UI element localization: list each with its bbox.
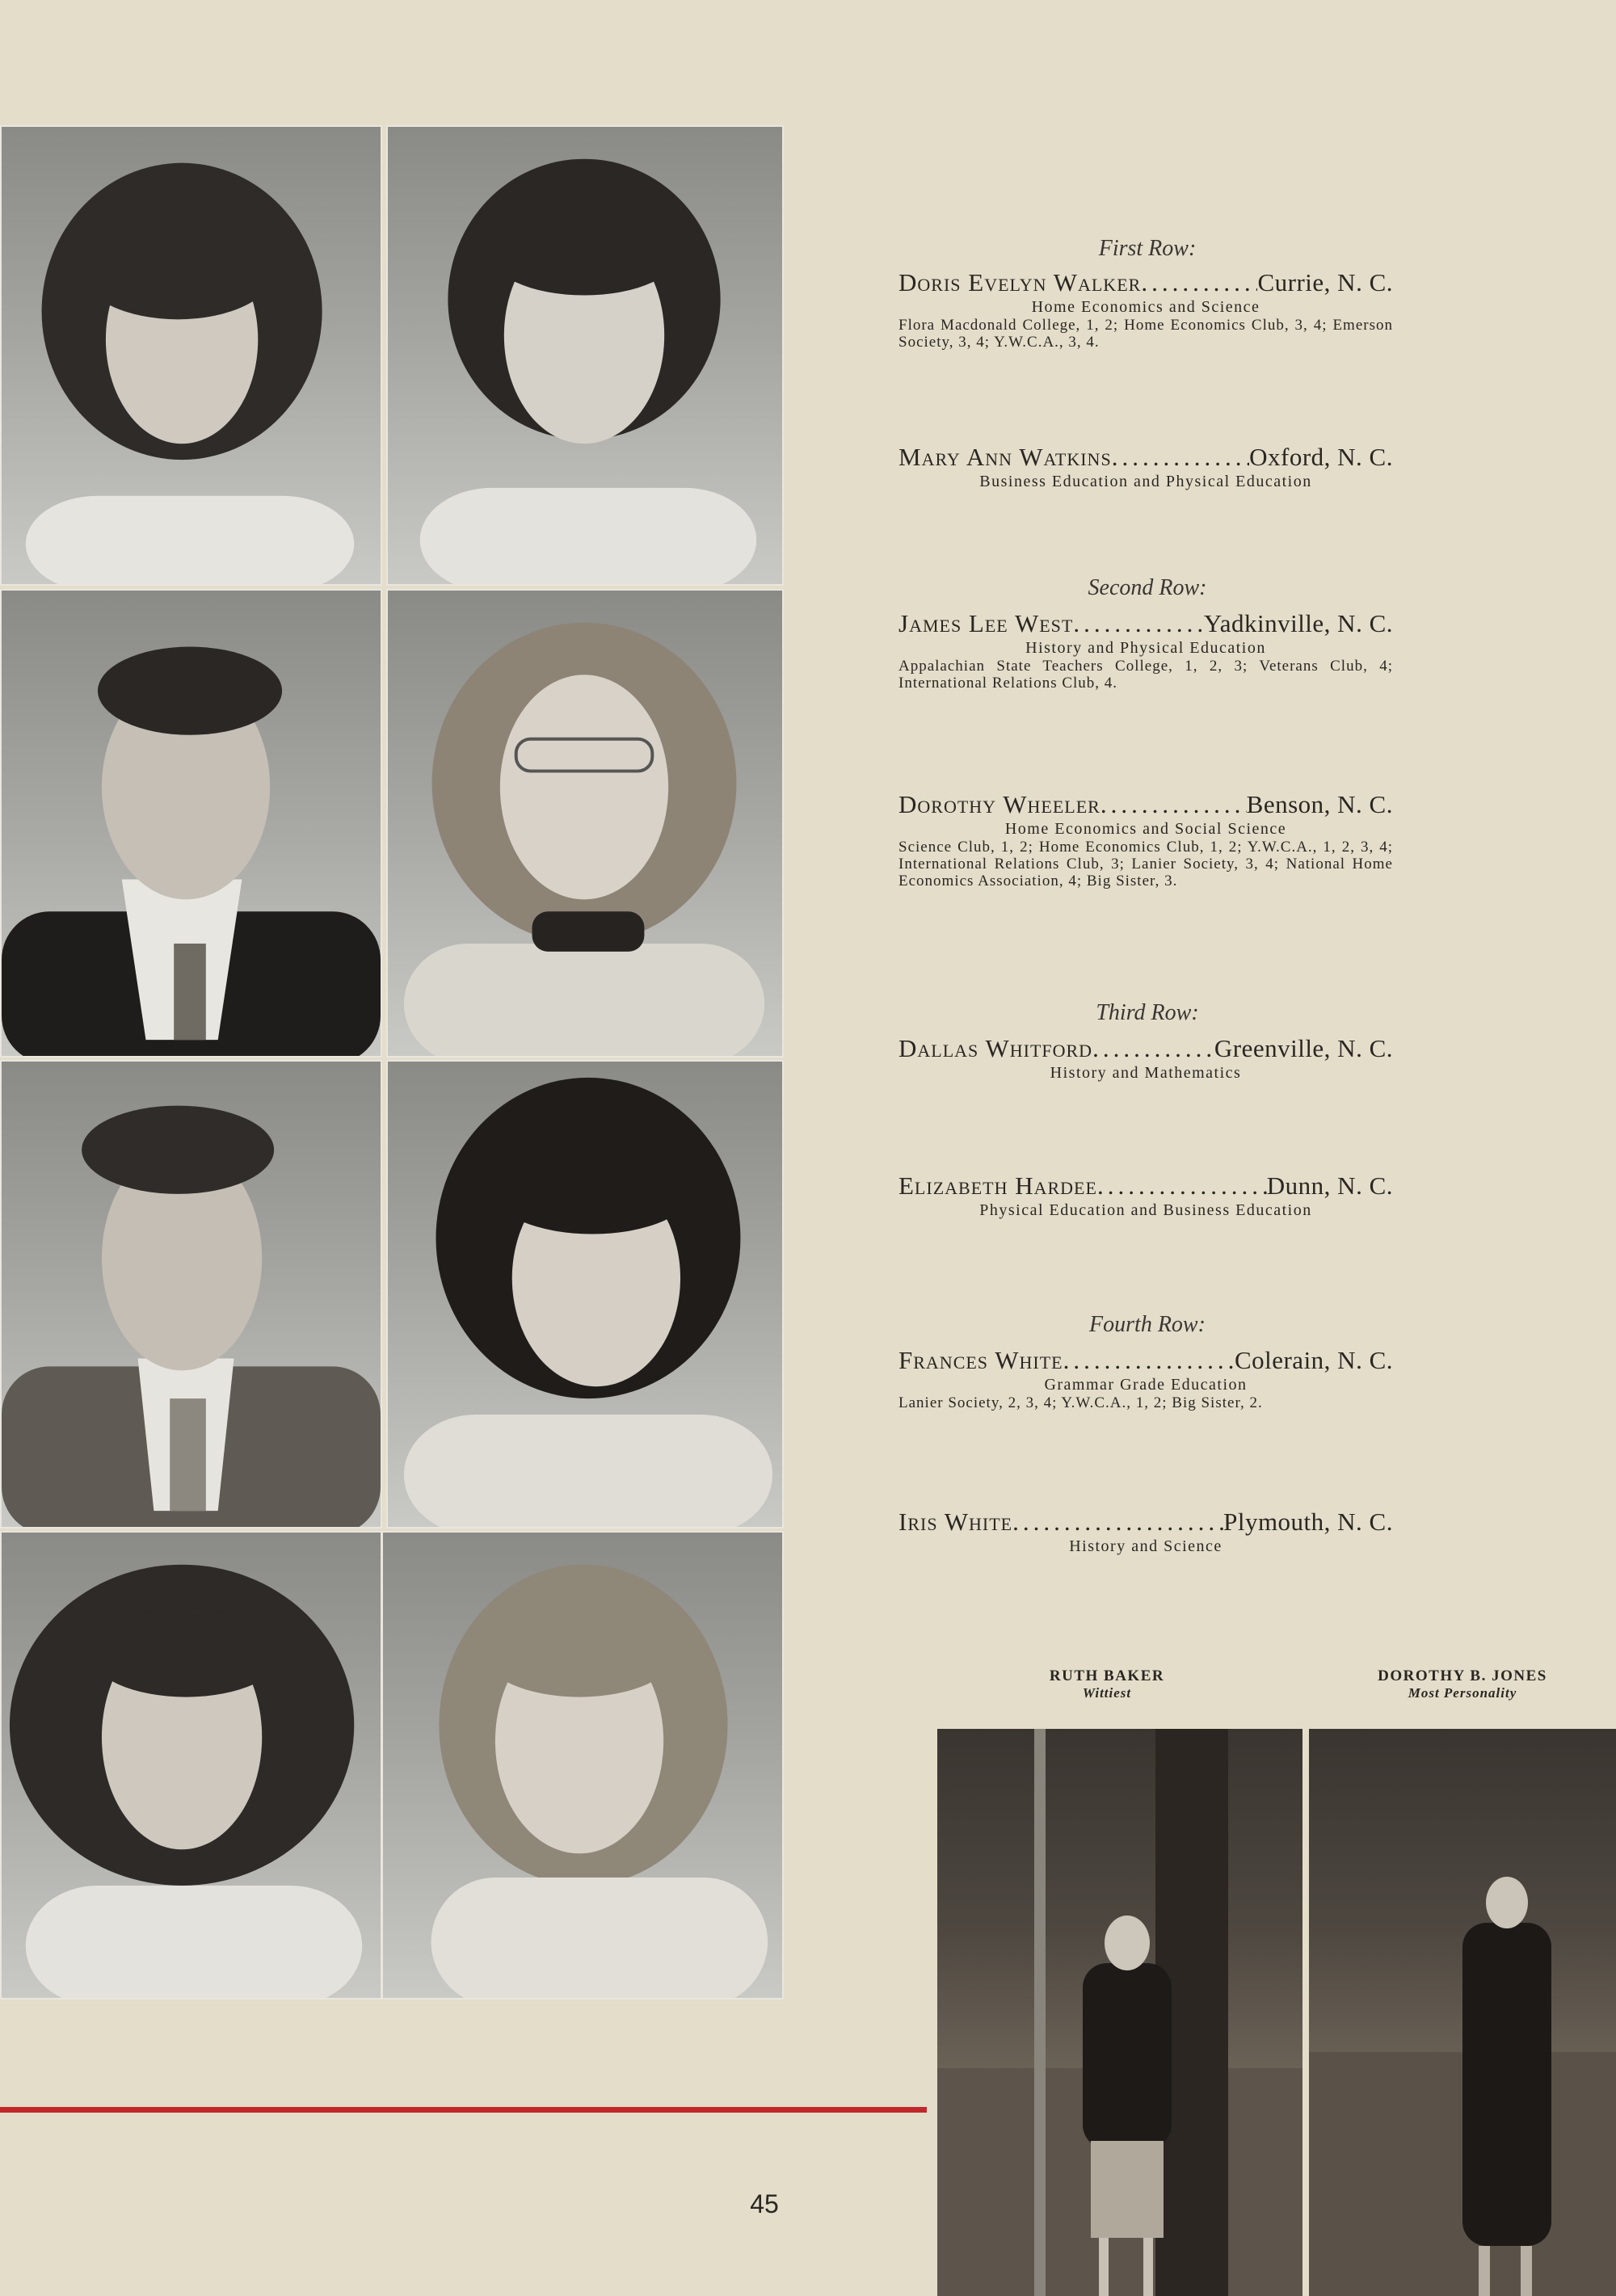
portrait-iris-white [381,1531,784,2000]
student-hometown: Benson, N. C. [1246,790,1393,818]
entry-elizabeth-hardee [898,1171,1393,1220]
dot-leader [1100,790,1247,819]
student-activities: Flora Macdonald College, 1, 2; Home Economics Club, 3, 4; Emerson Society, 3, 4; Y.W.C.A., 3, 4. [898,317,1393,351]
name-line [898,609,1393,638]
row-heading-first: First Row: [1098,236,1197,261]
row-heading-second: Second Row: [1088,575,1207,600]
student-major: Home Economics and Social Science [1004,820,1287,838]
photo-dorothy-b-jones-outdoor [1309,1729,1616,2296]
student-name: Mary Ann Watkins [898,443,1112,471]
name-line [898,443,1393,472]
name-line [898,790,1393,819]
name-line [898,1508,1393,1537]
portrait-frances-white [0,1531,382,2000]
student-activities: Science Club, 1, 2; Home Economics Club, 1, 2; Y.W.C.A., 1, 2, 3, 4; International Relations Club, 3; Lanier Society, 3, 4; National Home Economics Association, 4; Big Sister, 3. [898,839,1393,889]
portrait-mary-ann-watkins [386,125,784,586]
row-heading-third: Third Row: [1096,1000,1199,1025]
student-hometown: Oxford, N. C. [1249,443,1393,471]
student-major: History and Mathematics [1050,1064,1242,1082]
student-major: Grammar Grade Education [1044,1376,1248,1394]
dot-leader [1092,1034,1214,1063]
entry-dorothy-wheeler [898,790,1393,889]
student-major: History and Science [1069,1537,1223,1555]
student-hometown: Greenville, N. C. [1214,1034,1393,1062]
superlative-title: Most Personality [1408,1685,1517,1701]
student-name: Doris Evelyn Walker [898,268,1142,296]
dot-leader [1063,1346,1235,1375]
student-major: Home Economics and Science [1031,298,1260,316]
red-divider-rule [0,2107,927,2113]
name-line [898,268,1393,297]
entry-doris-evelyn-walker [898,268,1393,351]
student-name: James Lee West [898,609,1074,637]
student-hometown: Dunn, N. C. [1266,1171,1393,1200]
student-hometown: Plymouth, N. C. [1223,1508,1393,1536]
caption-dorothy-b-jones [1337,1667,1588,1701]
student-hometown: Yadkinville, N. C. [1203,609,1393,637]
row-heading-fourth: Fourth Row: [1089,1312,1206,1337]
entry-mary-ann-watkins [898,443,1393,491]
student-major: Physical Education and Business Education [979,1201,1312,1219]
student-name: Elizabeth Hardee [898,1171,1097,1200]
superlative-title: Wittiest [1082,1685,1132,1701]
superlative-name: DOROTHY B. JONES [1378,1667,1547,1684]
student-name: Frances White [898,1346,1063,1374]
portrait-doris-evelyn-walker [0,125,382,586]
student-name: Iris White [898,1508,1013,1536]
dot-leader [1073,609,1204,638]
caption-ruth-baker [994,1667,1220,1701]
portrait-elizabeth-hardee [386,1060,784,1529]
dot-leader [1012,1508,1223,1537]
student-hometown: Currie, N. C. [1257,268,1393,296]
portrait-james-lee-west [0,589,382,1058]
student-hometown: Colerain, N. C. [1234,1346,1393,1374]
dot-leader [1141,268,1257,297]
entry-james-lee-west [898,609,1393,692]
student-name: Dallas Whitford [898,1034,1093,1062]
student-major: Business Education and Physical Education [979,473,1312,490]
name-line [898,1346,1393,1375]
student-name: Dorothy Wheeler [898,790,1100,818]
page-number: 45 [750,2189,779,2218]
entry-frances-white [898,1346,1393,1411]
student-major: History and Physical Education [1025,639,1266,657]
photo-ruth-baker-outdoor [937,1729,1302,2296]
name-line [898,1171,1393,1201]
superlative-name: RUTH BAKER [1049,1667,1165,1684]
portrait-dorothy-wheeler [386,589,784,1058]
entry-dallas-whitford [898,1034,1393,1083]
portrait-dallas-whitford [0,1060,382,1529]
student-activities: Appalachian State Teachers College, 1, 2, 3; Veterans Club, 4; International Relations Club, 4. [898,658,1393,692]
student-activities: Lanier Society, 2, 3, 4; Y.W.C.A., 1, 2; Big Sister, 2. [898,1394,1263,1411]
dot-leader [1112,443,1249,472]
entry-iris-white [898,1508,1393,1556]
dot-leader [1097,1171,1267,1201]
name-line [898,1034,1393,1063]
